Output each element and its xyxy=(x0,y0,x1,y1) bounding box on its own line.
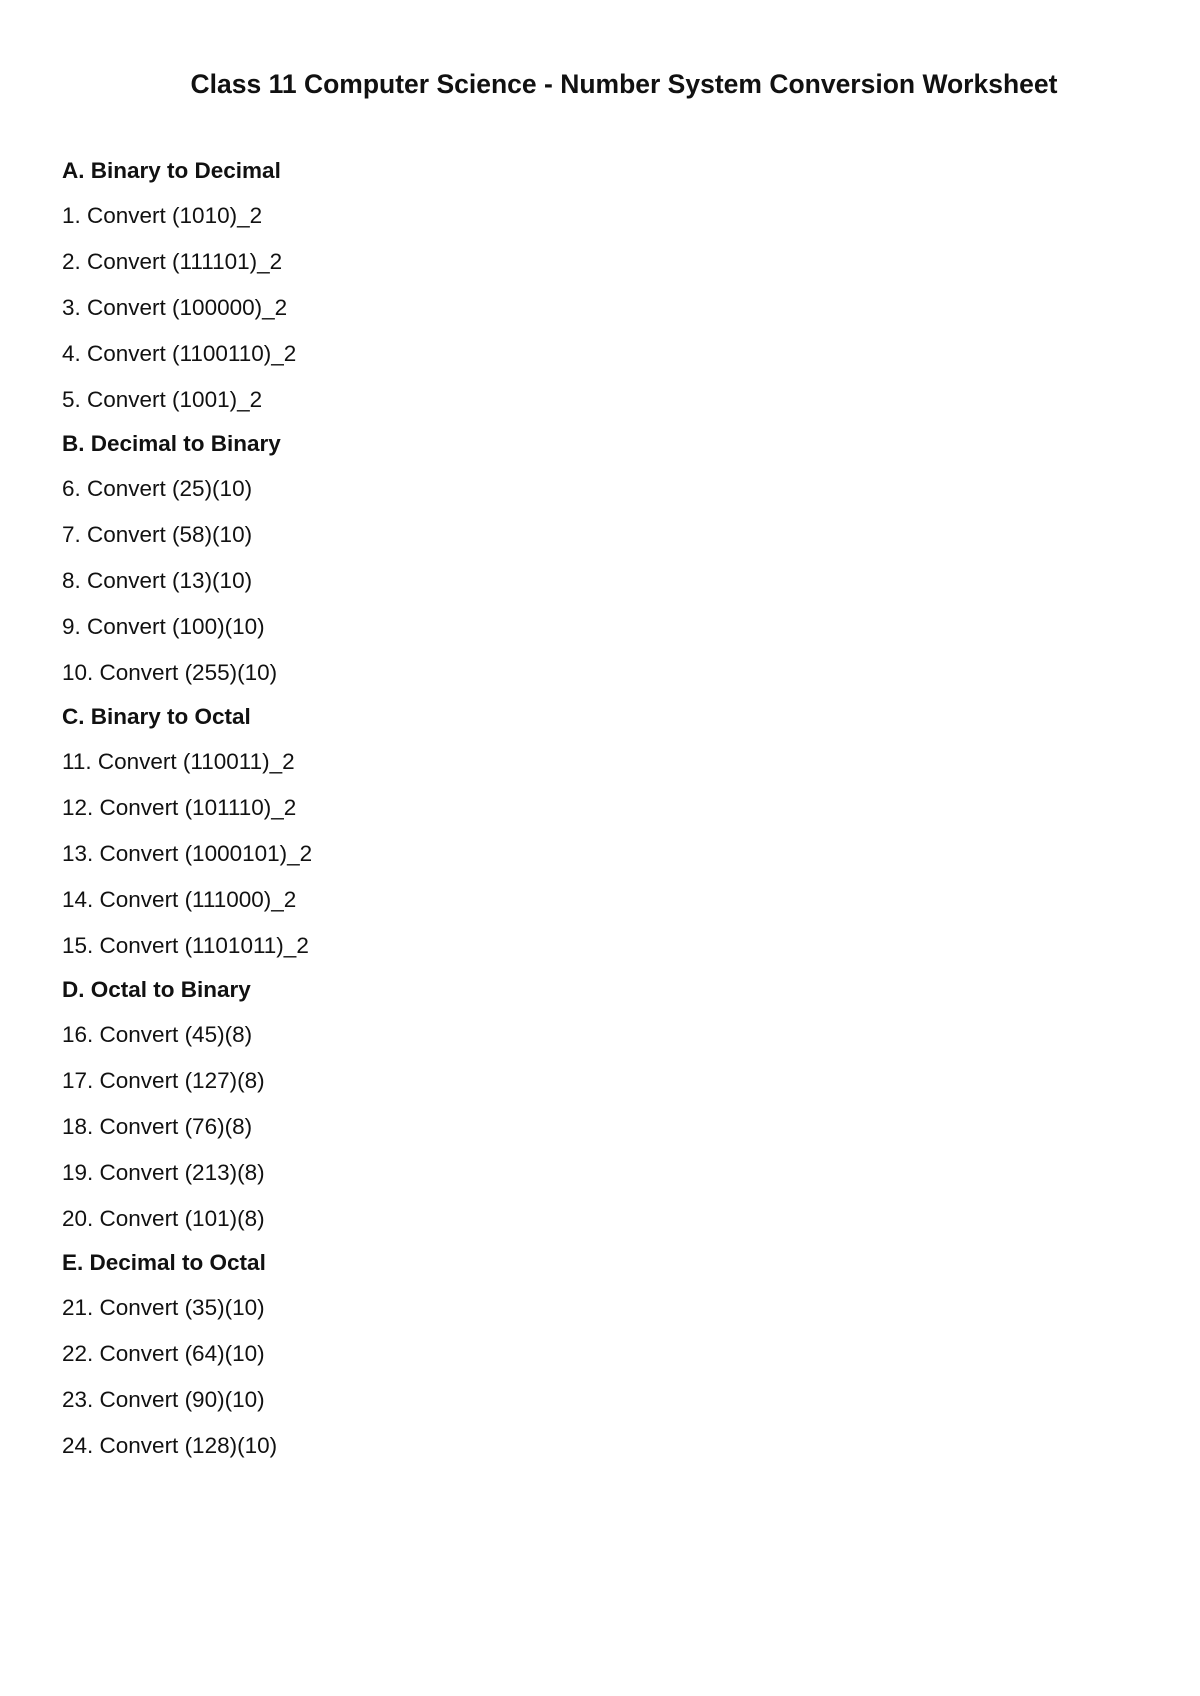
question-item: 13. Convert (1000101)_2 xyxy=(62,841,313,866)
question-item: 3. Convert (100000)_2 xyxy=(62,295,288,320)
question-list xyxy=(62,1293,1142,1461)
question-item: 4. Convert (1100110)_2 xyxy=(62,341,297,366)
worksheet-content xyxy=(62,156,1142,1461)
section-heading: C. Binary to Octal xyxy=(62,704,251,729)
question-list xyxy=(62,474,1142,688)
question-item: 12. Convert (101110)_2 xyxy=(62,795,297,820)
question-item: 1. Convert (1010)_2 xyxy=(62,203,263,228)
section-heading: E. Decimal to Octal xyxy=(62,1250,266,1275)
question-item: 5. Convert (1001)_2 xyxy=(62,387,263,412)
question-item: 16. Convert (45)(8) xyxy=(62,1022,253,1047)
question-item: 11. Convert (110011)_2 xyxy=(62,749,295,774)
page-title: Class 11 Computer Science - Number System Conversion Worksheet xyxy=(190,69,1058,99)
question-item: 9. Convert (100)(10) xyxy=(62,614,265,639)
question-list xyxy=(62,1020,1142,1234)
question-item: 7. Convert (58)(10) xyxy=(62,522,253,547)
question-item: 23. Convert (90)(10) xyxy=(62,1387,265,1412)
question-item: 17. Convert (127)(8) xyxy=(62,1068,265,1093)
question-item: 24. Convert (128)(10) xyxy=(62,1433,278,1458)
question-item: 21. Convert (35)(10) xyxy=(62,1295,265,1320)
section-binary-to-decimal xyxy=(62,156,1142,415)
question-item: 20. Convert (101)(8) xyxy=(62,1206,265,1231)
section-heading: B. Decimal to Binary xyxy=(62,431,281,456)
question-item: 8. Convert (13)(10) xyxy=(62,568,253,593)
question-item: 14. Convert (111000)_2 xyxy=(62,887,297,912)
question-item: 2. Convert (111101)_2 xyxy=(62,249,283,274)
question-item: 15. Convert (1101011)_2 xyxy=(62,933,309,958)
question-item: 10. Convert (255)(10) xyxy=(62,660,278,685)
question-item: 19. Convert (213)(8) xyxy=(62,1160,265,1185)
section-heading: D. Octal to Binary xyxy=(62,977,251,1002)
question-list xyxy=(62,201,1142,415)
section-decimal-to-binary xyxy=(62,429,1142,688)
section-decimal-to-octal xyxy=(62,1248,1142,1461)
section-heading: A. Binary to Decimal xyxy=(62,158,281,183)
question-item: 22. Convert (64)(10) xyxy=(62,1341,265,1366)
question-list xyxy=(62,747,1142,961)
section-binary-to-octal xyxy=(62,702,1142,961)
question-item: 18. Convert (76)(8) xyxy=(62,1114,253,1139)
section-octal-to-binary xyxy=(62,975,1142,1234)
question-item: 6. Convert (25)(10) xyxy=(62,476,253,501)
